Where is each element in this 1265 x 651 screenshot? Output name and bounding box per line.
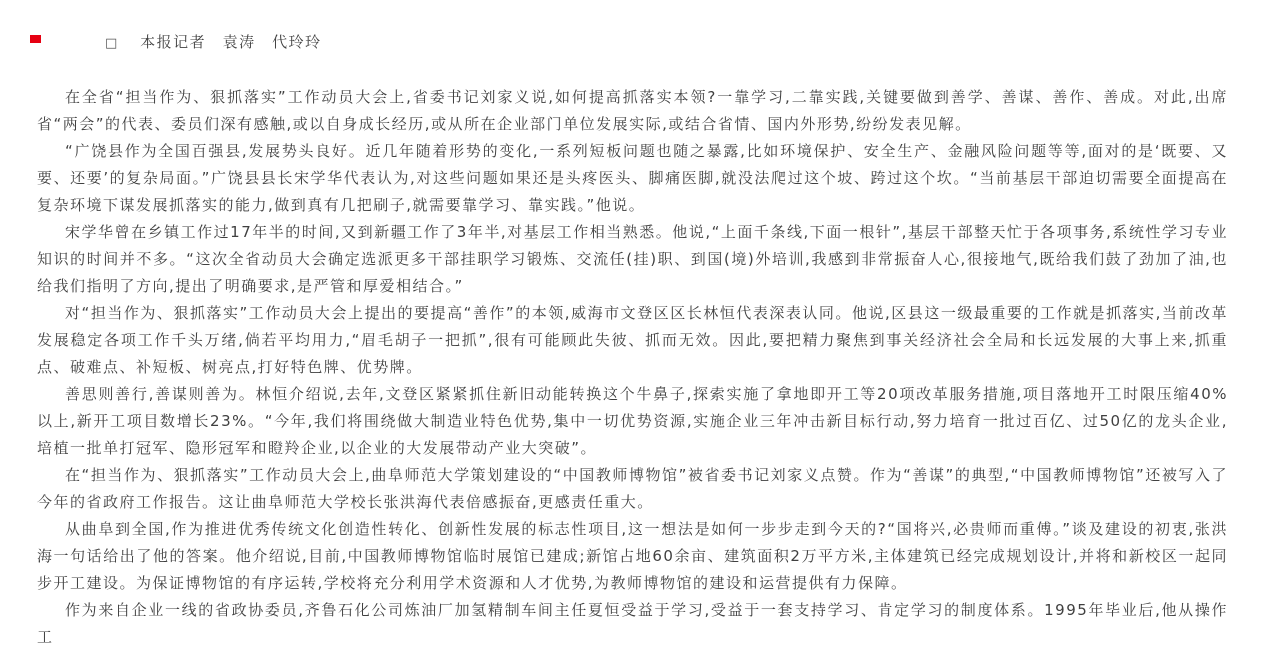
article-paragraph: 作为来自企业一线的省政协委员,齐鲁石化公司炼油厂加氢精制车间主任夏恒受益于学习,受益于一套支持学习、肯定学习的制度体系。1995年毕业后,他从操作工 [37,601,1228,646]
red-square-marker-icon [30,35,41,43]
article-paragraph: 对“担当作为、狠抓落实”工作动员大会上提出的要提高“善作”的本领,威海市文登区区长林恒代表深表认同。他说,区县这一级最重要的工作就是抓落实,当前改革发展稳定各项工作千头万绪,倘若平均用力,“眉毛胡子一把抓”,很有可能顾此失彼、抓而无效。因此,要把精力聚焦到事关经济社会全局和长远发展的大事上来,抓重点、破难点、补短板、树亮点,打好特色牌、优势牌。 [37,304,1228,376]
article-paragraph: 宋学华曾在乡镇工作过17年半的时间,又到新疆工作了3年半,对基层工作相当熟悉。他说,“上面千条线,下面一根针”,基层干部整天忙于各项事务,系统性学习专业知识的时间并不多。“这次全省动员大会确定选派更多干部挂职学习锻炼、交流任(挂)职、到国(境)外培训,我感到非常振奋人心,很接地气,既给我们鼓了劲加了油,也给我们指明了方向,提出了明确要求,是严管和厚爱相结合。” [37,223,1228,295]
article-paragraph: 善思则善行,善谋则善为。林恒介绍说,去年,文登区紧紧抓住新旧动能转换这个牛鼻子,探索实施了拿地即开工等20项改革服务措施,项目落地开工时限压缩40%以上,新开工项目数增长23%。“今年,我们将围绕做大制造业特色优势,集中一切优势资源,实施企业三年冲击新目标行动,努力培育一批过百亿、过50亿的龙头企业,培植一批单打冠军、隐形冠军和瞪羚企业,以企业的大发展带动产业大突破”。 [37,385,1228,457]
byline [37,29,1228,57]
article-body [37,84,1228,651]
byline-text: 本报记者 袁涛 代玲玲 [140,33,322,51]
article-paragraph: 在“担当作为、狠抓落实”工作动员大会上,曲阜师范大学策划建设的“中国教师博物馆”被省委书记刘家义点赞。作为“善谋”的典型,“中国教师博物馆”还被写入了今年的省政府工作报告。这让曲阜师范大学校长张洪海代表倍感振奋,更感责任重大。 [37,466,1228,511]
article-paragraph: 在全省“担当作为、狠抓落实”工作动员大会上,省委书记刘家义说,如何提高抓落实本领?一靠学习,二靠实践,关键要做到善学、善谋、善作、善成。对此,出席省“两会”的代表、委员们深有感触,或以自身成长经历,或从所在企业部门单位发展实际,或结合省情、国内外形势,纷纷发表见解。 [37,88,1228,133]
article-paragraph: “广饶县作为全国百强县,发展势头良好。近几年随着形势的变化,一系列短板问题也随之暴露,比如环境保护、安全生产、金融风险问题等等,面对的是‘既要、又要、还要’的复杂局面。”广饶县县长宋学华代表认为,对这些问题如果还是头疼医头、脚痛医脚,就没法爬过这个坡、跨过这个坎。“当前基层干部迫切需要全面提高在复杂环境下谋发展抓落实的能力,做到真有几把刷子,就需要靠学习、靠实践。”他说。 [37,142,1228,214]
article-page [0,29,1265,651]
byline-bullet-icon: □ [105,36,119,51]
article-paragraph: 从曲阜到全国,作为推进优秀传统文化创造性转化、创新性发展的标志性项目,这一想法是如何一步步走到今天的?“国将兴,必贵师而重傅。”谈及建设的初衷,张洪海一句话给出了他的答案。他介绍说,目前,中国教师博物馆临时展馆已建成;新馆占地60余亩、建筑面积2万平方米,主体建筑已经完成规划设计,并将和新校区一起同步开工建设。为保证博物馆的有序运转,学校将充分利用学术资源和人才优势,为教师博物馆的建设和运营提供有力保障。 [37,520,1228,592]
